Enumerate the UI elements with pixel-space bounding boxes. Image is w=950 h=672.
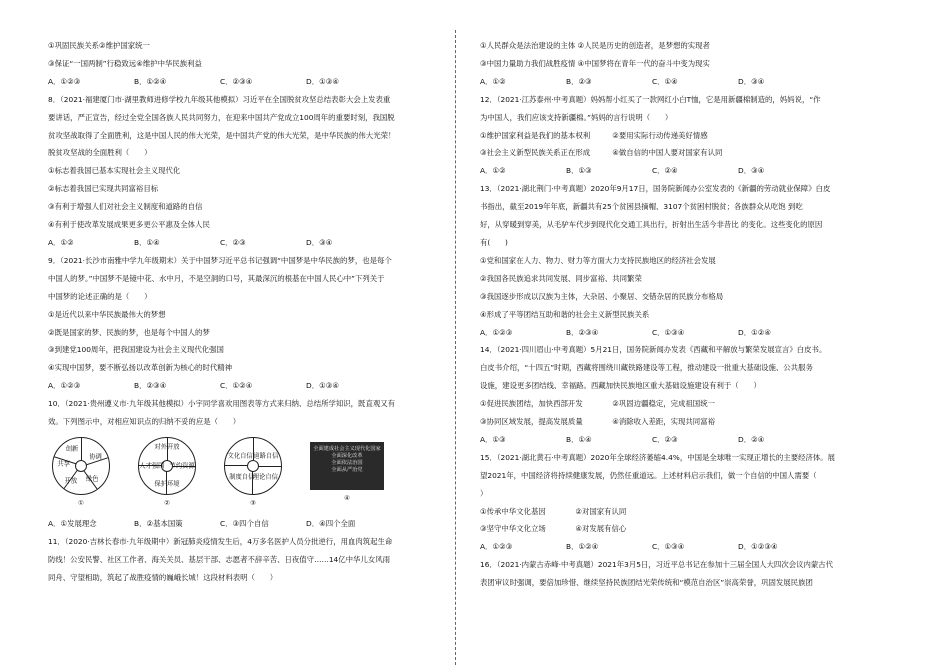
statement-item: ③协同区域发展，提高发展质量 ④消除收入差距，实现共同富裕 (480, 417, 715, 427)
statement-item: ①促进民族团结，加快西部开发 ②巩固边疆稳定，完成祖国统一 (480, 399, 715, 409)
diagram-number: ① (78, 498, 84, 507)
statement-item: ④实现中国梦，要不断弘扬以改革创新为核心的时代精神 (48, 363, 233, 373)
answer-a[interactable]: A．①③ (480, 434, 506, 444)
statement-item: ②标志着我国已实现共同富裕目标 (48, 184, 159, 194)
poster-line: 全面依法治国 (331, 459, 363, 466)
answer-b[interactable]: B．①②④ (566, 542, 599, 552)
option-line: ①人民群众是法治建设的主体 ②人民是历史的创造者，是梦想的实现者 (480, 41, 710, 50)
answer-b[interactable]: B．②基本国策 (134, 518, 183, 528)
answer-d[interactable]: D．③④ (738, 76, 765, 86)
diagram-row (52, 434, 448, 512)
statement-item: ①传承中华文化基因 ②对国家有认同 (480, 506, 627, 516)
diagram-1 (52, 437, 110, 509)
option-line: ③中国力量助力我们战胜疫情 ④中国梦将在青年一代的奋斗中变为现实 (480, 58, 710, 68)
diagram-number: ② (164, 498, 170, 507)
question-16 (480, 559, 880, 588)
answer-options (48, 518, 448, 529)
question-stem: 中国人的梦。”中国梦不是镜中花、水中月，不是空洞的口号，其最深沉的根基在中国人民心中”下列关于 (48, 273, 385, 283)
statement-item: ④形成了平等团结互助和谐的社会主义新型民族关系 (480, 309, 650, 319)
question-stem: 9．（2021·长沙市南雅中学九年级期末）关于中国梦习近平总书记强调“中国梦是中华民族的梦，也是每个 (48, 255, 392, 265)
question-stem: 15．（2021·湖北黄石·中考真题）2020年全球经济萎缩4.4%，中国是全球唯一实现正增长的主要经济体。展 (480, 452, 836, 462)
question-stem: 14．（2021·四川眉山·中考真题）5月21日，国务院新闻办发表《西藏和平解放与繁荣发展宣言》白皮书。 (480, 345, 827, 355)
question-stem: 设施，建设更多团结线、幸福路。西藏加快民族地区重大基础设施建设有利于（ ） (480, 381, 761, 391)
question-stem: 同舟、守望相助，筑起了战胜疫情的巍峨长城！这段材料表明（ ） (48, 572, 278, 582)
question-11 (48, 536, 448, 583)
answer-b[interactable]: B．①②④ (134, 76, 167, 86)
answer-options (48, 380, 448, 391)
wheel-label: 创新 (65, 445, 79, 453)
answer-options (480, 541, 880, 552)
wheel-label: 共享 (57, 460, 70, 468)
answer-a[interactable]: A．①②③ (48, 381, 81, 391)
question-stem: 为中国人，我们应该支持新疆棉。”妈妈的言行说明（ ） (480, 112, 673, 122)
statement-item: ③我国逐步形成以汉族为主体，大杂居、小聚居、交错杂居的民族分布格局 (480, 291, 724, 301)
wheel-label: 开放 (64, 477, 78, 485)
statement-item: ①党和国家在人力、物力、财力等方面大力支持民族地区的经济社会发展 (480, 255, 716, 265)
answer-b[interactable]: B．②③④ (566, 327, 599, 337)
question-stem: 望2021年，中国经济将持续健康发展，仍然任重道远。上述材料启示我们，做一个自信的中国人需要（ (480, 470, 817, 480)
question-10 (48, 398, 448, 529)
diagram-number: ③ (250, 498, 256, 507)
question-stem: 书指出，截至2019年年底，新疆共有25个贫困县摘帽、3107个贫困村脱贫；各族群众从吃饱 到吃 (480, 202, 803, 212)
answer-a[interactable]: A．①② (480, 166, 506, 176)
statement-item: ①是近代以来中华民族最伟大的梦想 (48, 309, 166, 319)
wheel-label: 文化自信 (227, 451, 253, 459)
answer-options (480, 165, 880, 176)
column-divider (455, 30, 456, 665)
question-stem: 有( ) (480, 237, 508, 247)
statement-item: ③坚守中华文化立场 ④对发展有信心 (480, 524, 627, 534)
question-stem: 好，从穿暖到穿美，从毛驴车代步到现代化交通工具出行，折射出生活今非昔比 的变化。这些变化的原因 (480, 220, 823, 230)
answer-options (48, 76, 448, 87)
answer-b[interactable]: B．①④ (134, 237, 160, 247)
question-12 (480, 94, 880, 177)
question-9 (48, 255, 448, 392)
wheel-label: 对外开放 (154, 443, 180, 451)
question-stem: 10．（2021·贵州遵义市·九年级其他模拟）小宇同学喜欢用图表等方式来归纳、总结所学知识，既直观又有 (48, 399, 396, 409)
question-stem: 中国梦的论述正确的是（ ） (48, 291, 152, 301)
question-13 (480, 183, 880, 338)
question-stem: 脱贫攻坚战的全面胜利（ ） (48, 148, 152, 158)
answer-b[interactable]: B．①④ (566, 434, 592, 444)
question-stem: 贫攻坚战取得了全面胜利，这是中国人民的伟大光荣，是中国共产党的伟大光荣，是中华民族的伟大光荣！ (48, 130, 396, 140)
answer-c[interactable]: C．①③④ (652, 327, 685, 337)
answer-c[interactable]: C．①②④ (220, 381, 253, 391)
wheel-label: 节约资源 (169, 462, 195, 470)
question-stem: 12．（2021·江苏泰州·中考真题）妈妈帮小红买了一款网红小白T恤，它是用新疆棉制造的，妈妈说，“作 (480, 94, 821, 104)
poster-image (310, 442, 384, 490)
answer-b[interactable]: B．②③ (566, 76, 592, 86)
diagram-2 (138, 437, 196, 509)
concept-wheel-3 (224, 437, 282, 495)
answer-c[interactable]: C．②④ (652, 166, 678, 176)
statement-item: ①维护国家利益是我们的基本权利 ②要用实际行动传递美好情感 (480, 130, 708, 140)
answer-a[interactable]: A．①② (480, 76, 506, 86)
wheel-label: 制度自信 (229, 473, 255, 481)
statement-item: ③社会主义新型民族关系正在形成 ④做自信的中国人要对国家有认同 (480, 148, 723, 158)
answer-c[interactable]: C．③四个自信 (220, 518, 269, 528)
option-line: ①巩固民族关系②维护国家统一 (48, 41, 150, 50)
diagram-number: ④ (344, 493, 350, 502)
right-column (480, 40, 880, 595)
answer-options (480, 76, 880, 87)
concept-wheel-2 (138, 437, 196, 495)
question-stem: 效。下列图示中，对相应知识点的归纳不妥的应是（ ） (48, 417, 241, 427)
answer-b[interactable]: B．①③ (566, 166, 592, 176)
question-stem: ） (480, 488, 488, 498)
answer-a[interactable]: A．①发展理念 (48, 518, 97, 528)
answer-c[interactable]: C．②③④ (220, 76, 253, 86)
answer-options (480, 434, 880, 445)
question-stem: 13．（2021·湖北荆门·中考真题）2020年9月17日，国务院新闻办公室发表的《新疆的劳动就业保障》白皮 (480, 184, 831, 194)
statement-item: ②我国各民族追求共同发展、同步富裕、共同繁荣 (480, 273, 642, 283)
answer-options (480, 327, 880, 338)
question-stem: 11．（2020·吉林长春市·九年级期中）新冠肺炎疫情发生后，4万多名医护人员分批逆行，用血肉筑起生命 (48, 536, 393, 546)
wheel-label: 理论自信 (252, 473, 278, 481)
answer-d[interactable]: D．①③④ (306, 381, 339, 391)
question-14 (480, 344, 880, 445)
left-column (48, 40, 448, 590)
answer-d[interactable]: D．③④ (306, 237, 333, 247)
answer-d[interactable]: D．④四个全面 (306, 518, 356, 528)
wheel-label: 协调 (89, 453, 102, 461)
answer-b[interactable]: B．②③④ (134, 381, 167, 391)
answer-d[interactable]: D．②④ (738, 434, 765, 444)
question-stem: 8．（2021·福建厦门市·湖里教师进修学校九年级其他模拟）习近平在全国脱贫攻坚总结表彰大会上发表重 (48, 94, 391, 104)
wheel-label: 道路自信 (253, 451, 279, 459)
wheel-label: 保护环境 (154, 480, 180, 488)
question-stem: 16．（2021·内蒙古赤峰·中考真题）2021年3月5日，习近平总书记在参加十三届全国人大四次会议内蒙古代 (480, 560, 834, 570)
answer-c[interactable]: C．①③④ (652, 542, 685, 552)
answer-c[interactable]: C．①④ (652, 76, 678, 86)
answer-a[interactable]: A．①②③ (48, 76, 81, 86)
answer-d[interactable]: D．①②④ (738, 327, 771, 337)
statement-item: ③到建党100周年，把我国建设为社会主义现代化强国 (48, 345, 224, 355)
statement-item: ④有利于使改革发展成果更多更公平惠及全体人民 (48, 220, 210, 230)
question-stem: 白皮书介绍，“十四五”时期，西藏将围绕川藏铁路建设等工程，推动建设一批重大基础设施、公共服务 (480, 363, 813, 373)
answer-d[interactable]: D．①②③④ (738, 542, 778, 552)
answer-a[interactable]: A．①②③ (480, 327, 513, 337)
poster-line: 全面从严治党 (331, 466, 363, 473)
answer-a[interactable]: A．①② (48, 237, 74, 247)
answer-d[interactable]: D．③④ (738, 166, 765, 176)
concept-wheel-1 (52, 437, 110, 495)
answer-d[interactable]: D．①③④ (306, 76, 339, 86)
question-15 (480, 452, 880, 553)
poster-line: 全面深化改革 (331, 452, 363, 459)
option-line: ③保证“一国两制”行稳致远④维护中华民族利益 (48, 58, 202, 68)
statement-item: ②既是国家的梦、民族的梦，也是每个中国人的梦 (48, 327, 210, 337)
question-stem: 表团审议时强调，要倍加珍惜、继续坚持民族团结光荣传统和“模范自治区”崇高荣誉，巩固发展民族团 (480, 578, 813, 588)
answer-options (48, 237, 448, 248)
diagram-4 (310, 442, 384, 504)
statement-item: ③有利于增强人们对社会主义制度和道路的自信 (48, 202, 203, 212)
diagram-3 (224, 437, 282, 509)
statement-item: ①标志着我国已基本实现社会主义现代化 (48, 166, 181, 176)
answer-c[interactable]: C．②③ (220, 237, 246, 247)
question-stem: 要讲话，严正宣告，经过全党全国各族人民共同努力，在迎来中国共产党成立100周年的重要时刻，我国脱 (48, 112, 395, 122)
poster-line: 全面建成社会主义现代化国家 (313, 445, 381, 452)
question-stem: 防线！公安民警、社区工作者、海关关员、基层干部、志愿者不辞辛苦、日夜值守……14亿中华儿女风雨 (48, 554, 390, 564)
wheel-label: 人才强国 (139, 462, 165, 470)
wheel-label: 绿色 (85, 475, 99, 483)
answer-c[interactable]: C．②③ (652, 434, 678, 444)
answer-a[interactable]: A．①②③ (480, 542, 513, 552)
question-8 (48, 94, 448, 249)
